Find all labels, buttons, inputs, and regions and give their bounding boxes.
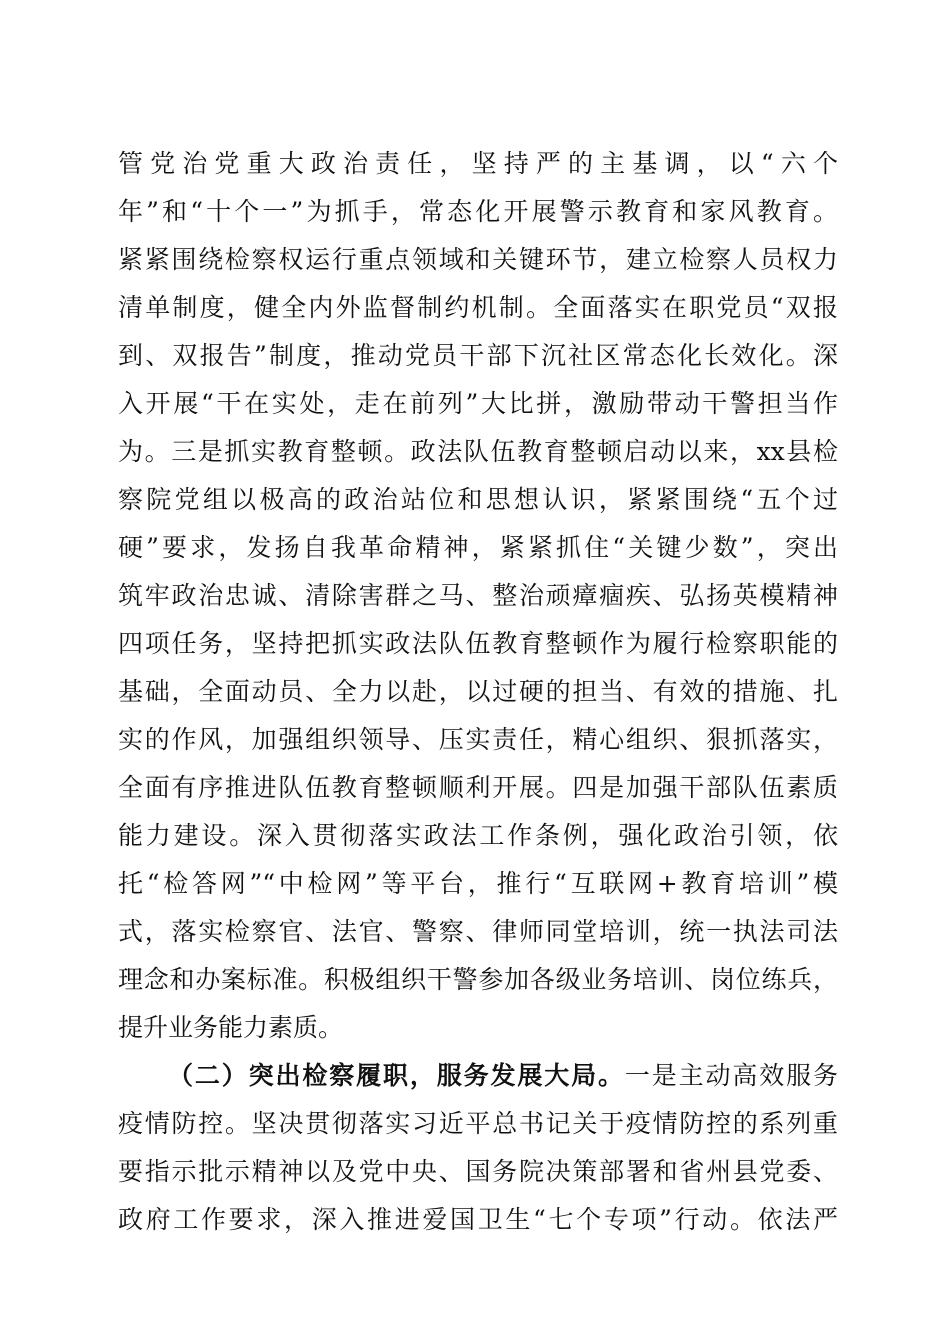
paragraph-2-line-2: 疫情防控。坚决贯彻落实习近平总书记关于疫情防控的系列重 [118, 1109, 838, 1138]
paragraph-1-line-2: 年”和“十个一”为抓手，常态化开展警示教育和家风教育。 [118, 197, 838, 226]
paragraph-1-line-9: 硬”要求，发扬自我革命精神，紧紧抓住“关键少数”，突出 [118, 533, 838, 562]
paragraph-1-line-13: 实的作风，加强组织领导、压实责任，精心组织、狠抓落实， [118, 725, 838, 754]
paragraph-2-line-1-rest: 一是主动高效服务 [624, 1061, 838, 1090]
paragraph-1-line-18: 理念和办案标准。积极组织干警参加各级业务培训、岗位练兵， [118, 965, 838, 994]
paragraph-2-line-4: 政府工作要求，深入推进爱国卫生“七个专项”行动。依法严 [118, 1205, 838, 1234]
paragraph-2-line-3: 要指示批示精神以及党中央、国务院决策部署和省州县党委、 [118, 1157, 838, 1186]
paragraph-1-line-3: 紧紧围绕检察权运行重点领域和关键环节，建立检察人员权力 [118, 245, 838, 274]
paragraph-1-line-15: 能力建设。深入贯彻落实政法工作条例，强化政治引领，依 [118, 821, 838, 850]
paragraph-1-line-14: 全面有序推进队伍教育整顿顺利开展。四是加强干部队伍素质 [118, 773, 838, 802]
paragraph-2-line-1 [118, 1052, 838, 1100]
paragraph-1-line-1: 管党治党重大政治责任，坚持严的主基调，以“六个 [118, 149, 838, 178]
paragraph-1-line-4: 清单制度，健全内外监督制约机制。全面落实在职党员“双报 [118, 293, 838, 322]
paragraph-1-line-17: 式，落实检察官、法官、警察、律师同堂培训，统一执法司法 [118, 917, 838, 946]
paragraph-1-line-10: 筑牢政治忠诚、清除害群之马、整治顽瘴痼疾、弘扬英模精神 [118, 581, 838, 610]
paragraph-1-line-19: 提升业务能力素质。 [118, 1013, 344, 1042]
paragraph-1-line-12: 基础，全面动员、全力以赴，以过硬的担当、有效的措施、扎 [118, 677, 838, 706]
paragraph-1-line-5: 到、双报告”制度，推动党员干部下沉社区常态化长效化。深 [118, 341, 838, 370]
paragraph-1-line-7: 为。三是抓实教育整顿。政法队伍教育整顿启动以来，xx县检 [118, 437, 838, 466]
body-text [118, 140, 838, 1244]
section-heading: （二）突出检察履职，服务发展大局。 [168, 1061, 625, 1090]
paragraph-1-line-8: 察院党组以极高的政治站位和思想认识，紧紧围绕“五个过 [118, 485, 838, 514]
paragraph-1-line-11: 四项任务，坚持把抓实政法队伍教育整顿作为履行检察职能的 [118, 629, 838, 658]
paragraph-1-line-6: 入开展“干在实处，走在前列”大比拼，激励带动干警担当作 [118, 389, 838, 418]
paragraph-1-line-16: 托“检答网”“中检网”等平台，推行“互联网+教育培训”模 [118, 869, 838, 898]
